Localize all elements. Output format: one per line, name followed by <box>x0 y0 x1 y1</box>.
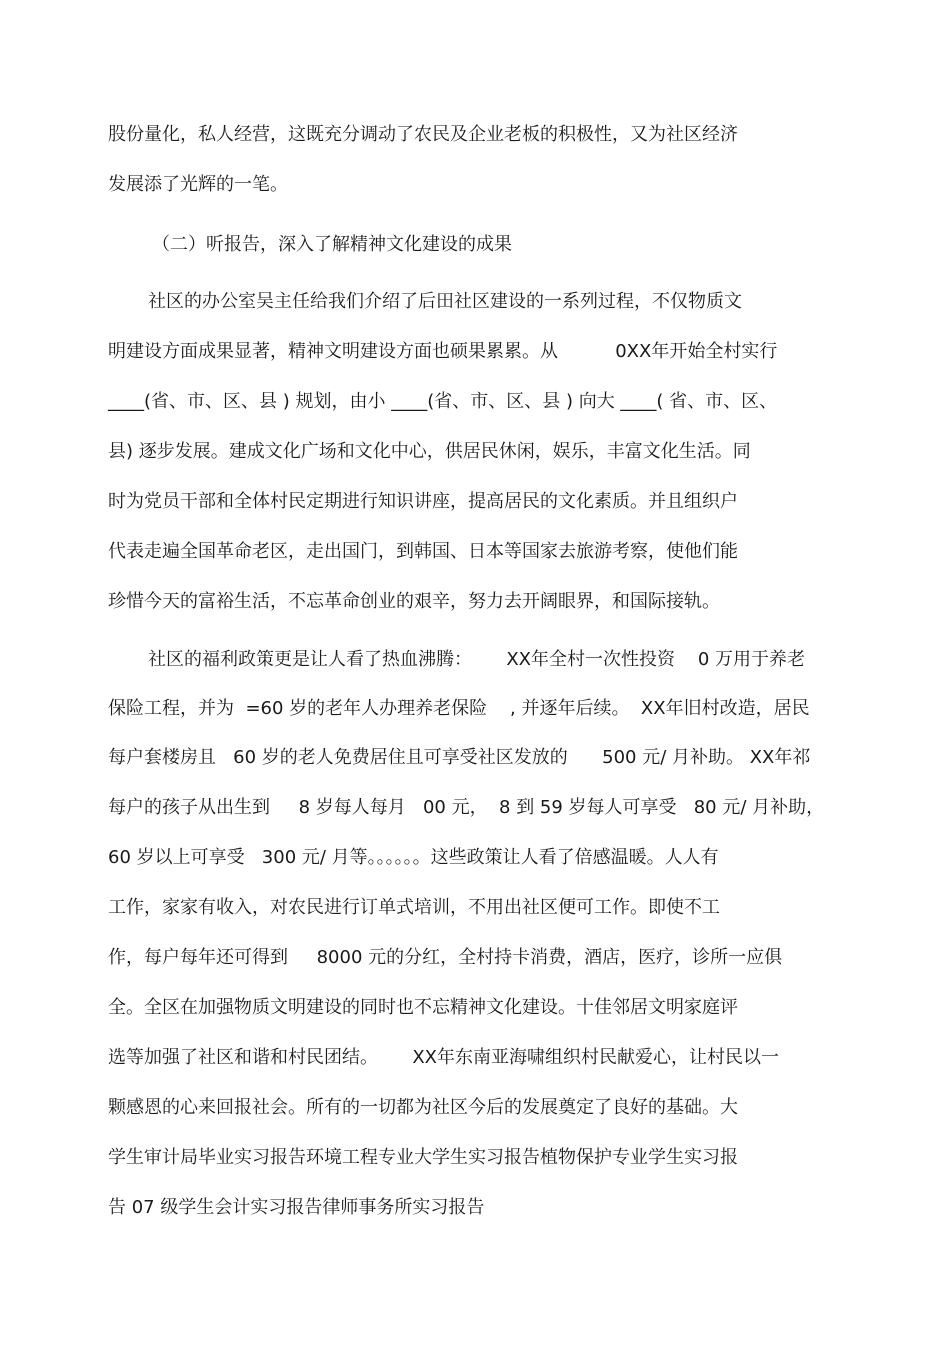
text-line: 保险工程，并为 =60 岁的老年人办理养老保险 , 并逐年后续。 XX年旧村改造，居民 <box>108 698 810 719</box>
text-line: 发展添了光辉的一笔。 <box>108 174 288 195</box>
text-line: 告 07 级学生会计实习报告律师事务所实习报告 <box>108 1197 485 1218</box>
text-line: 代表走遍全国革命老区，走出国门，到韩国、日本等国家去旅游考察，使他们能 <box>108 541 738 562</box>
text-line: 社区的办公室吴主任给我们介绍了后田社区建设的一系列过程，不仅物质文 <box>148 291 742 312</box>
text-line: 明建设方面成果显著，精神文明建设方面也硕果累累。从 0XX年开始全村实行 <box>108 341 778 362</box>
text-line: 每户套楼房且 60 岁的老人免费居住且可享受社区发放的 500 元/ 月补助。 XX年祁 <box>108 747 811 768</box>
text-line: 工作，家家有收入，对农民进行订单式培训，不用出社区便可工作。即使不工 <box>108 897 720 918</box>
text-line: 每户的孩子从出生到 8 岁每人每月 00 元， 8 到 59 岁每人可享受 80 元/ 月补助， <box>108 797 825 818</box>
text-line: 作，每户每年还可得到 8000 元的分红，全村持卡消费，酒店，医疗，诊所一应俱 <box>108 947 783 968</box>
text-line: 选等加强了社区和谐和村民团结。 XX年东南亚海啸组织村民献爱心，让村民以一 <box>108 1047 779 1068</box>
text-line: 学生审计局毕业实习报告环境工程专业大学生实习报告植物保护专业学生实习报 <box>108 1147 738 1168</box>
text-line: 全。全区在加强物质文明建设的同时也不忘精神文化建设。十佳邻居文明家庭评 <box>108 997 738 1018</box>
section-heading: （二）听报告，深入了解精神文化建设的成果 <box>152 234 512 255</box>
text-line: 60 岁以上可享受 300 元/ 月等。。。。。。这些政策让人看了倍感温暖。人人有 <box>108 847 719 868</box>
text-line: 颗感恩的心来回报社会。所有的一切都为社区今后的发展奠定了良好的基础。大 <box>108 1097 738 1118</box>
text-line: ____(省、市、区、县 ) 规划，由小 ____(省、市、区、县 ) 向大 ____( 省、市、区、 <box>108 391 778 412</box>
text-line: 珍惜今天的富裕生活，不忘革命创业的艰辛，努力去开阔眼界，和国际接轨。 <box>108 591 720 612</box>
text-line: 社区的福利政策更是让人看了热血沸腾： XX年全村一次性投资 0 万用于养老 <box>148 649 806 670</box>
text-line: 时为党员干部和全体村民定期进行知识讲座，提高居民的文化素质。并且组织户 <box>108 491 738 512</box>
text-line: 股份量化，私人经营，这既充分调动了农民及企业老板的积极性，又为社区经济 <box>108 124 738 145</box>
text-line: 县) 逐步发展。建成文化广场和文化中心，供居民休闲，娱乐，丰富文化生活。同 <box>108 441 751 462</box>
